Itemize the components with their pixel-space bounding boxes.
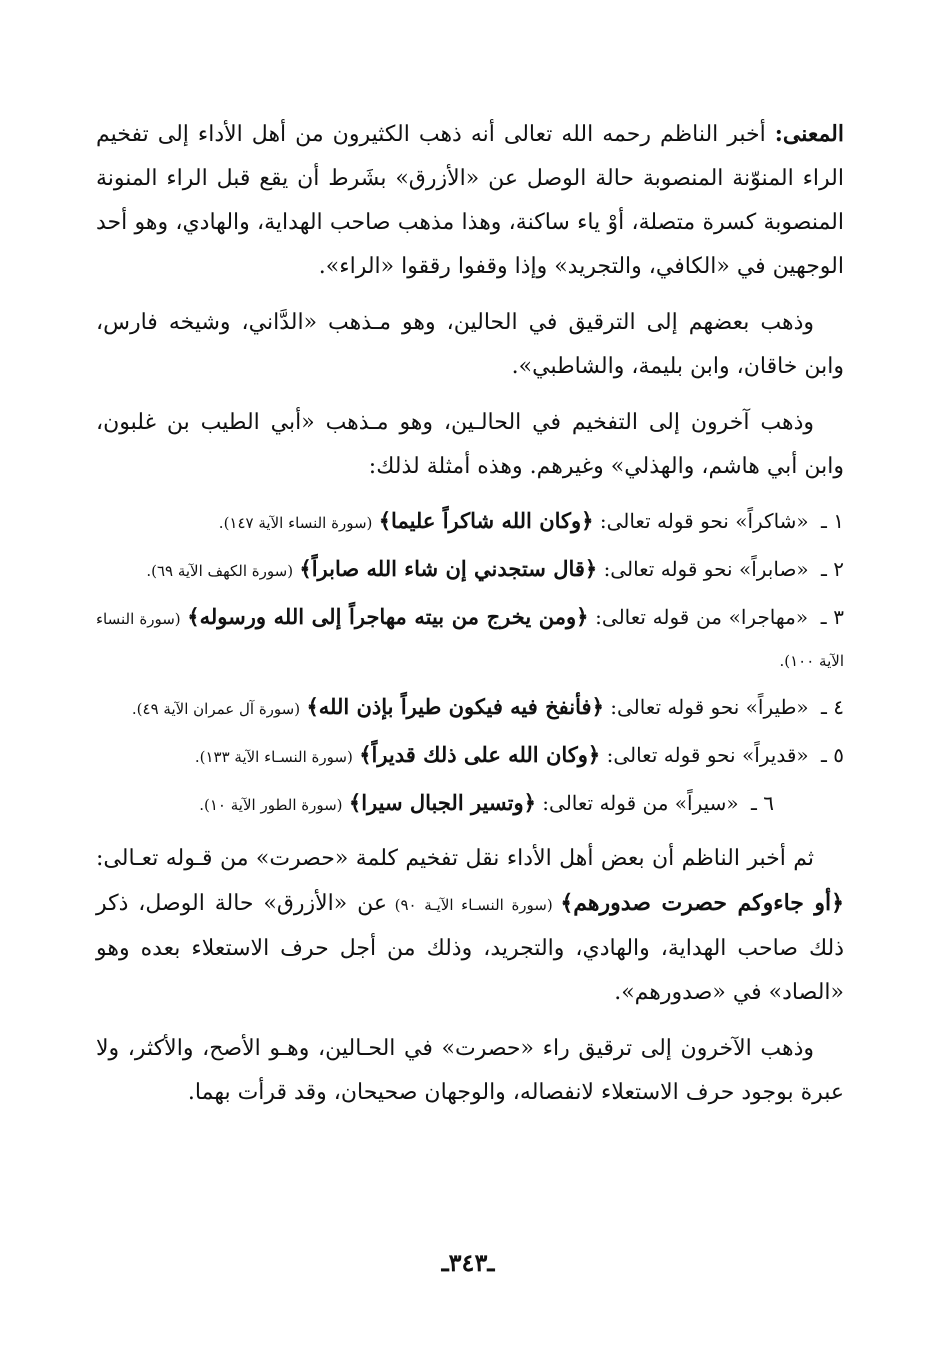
example-item-5 xyxy=(96,735,844,777)
example-number: ٦ ـ xyxy=(751,791,774,815)
example-number: ٣ ـ xyxy=(820,605,845,629)
hasirat-text-before: ثم أخبر الناظم أن بعض أهل الأداء نقل تفخيم كلمة «حصرت» من قـوله تعـالى: xyxy=(96,846,814,871)
example-item-2 xyxy=(96,549,844,591)
example-lead: «سيراً» من قوله تعالى: xyxy=(542,791,739,815)
example-verse: ﴿وكان الله شاكراً عليما﴾ xyxy=(378,508,594,533)
example-reference: (سورة الطور الآية ١٠). xyxy=(199,796,343,814)
example-item-1 xyxy=(96,501,844,543)
page-number: ـ٣٤٣ـ xyxy=(441,1248,495,1277)
example-lead: «شاكراً» نحو قوله تعالى: xyxy=(599,509,809,533)
example-reference: (سورة النساء الآية ١٠٠). xyxy=(96,610,844,670)
page-body xyxy=(96,112,844,1127)
example-number: ١ ـ xyxy=(821,509,844,533)
hasirat-verse: ﴿أو جاءوكم حصرت صدورهم﴾ xyxy=(560,890,845,916)
meaning-label: المعنى: xyxy=(774,121,844,147)
example-reference: (سورة النساء الآية ١٤٧). xyxy=(218,514,373,532)
example-item-3 xyxy=(96,597,844,681)
example-lead: «صابراً» نحو قوله تعالى: xyxy=(603,557,809,581)
example-reference: (سورة آل عمران الآية ٤٩). xyxy=(131,700,301,718)
intro-text: أخبر الناظم رحمه الله تعالى أنه ذهب الكثيرون من أهل الأداء إلى تفخيم الراء المنوّنة المنصوبة حالة الوصل عن «الأزرق» بشَرط أن يقع قبل الراء المنونة المنصوبة كسرة متصلة، أوْ ياء ساكنة، وهذا مذهب صاحب الهداية، والهادي، وهو أحد الوجهين في «الكافي، والتجريد» وإذا وقفوا رققوا «الراء». xyxy=(96,122,844,279)
example-lead: «طيراً» نحو قوله تعالى: xyxy=(610,695,809,719)
example-reference: (سورة الكهف الآية ٦٩). xyxy=(146,562,294,580)
example-lead: «مهاجرا» من قوله تعالى: xyxy=(595,605,809,629)
paragraph-conclusion: وذهب الآخرون إلى ترقيق راء «حصرت» في الحـالين، وهـو الأصح، والأكثر، ولا عبرة بوجود حرف الاستعلاء لانفصاله، والوجهان صحيحان، وقد قرأت بهما. xyxy=(96,1036,844,1105)
hasirat-text-after: عن «الأزرق» حالة الوصل، ذكر ذلك صاحب الهداية، والهادي، والتجريد، وذلك من أجل حرف الاستعلاء بعده وهو «الصاد» في «صدورهم». xyxy=(96,891,844,1005)
example-verse: ﴿فأنفخ فيه فيكون طيراً بإذن الله﴾ xyxy=(306,694,604,719)
example-reference: (سورة النسـاء الآية ١٣٣). xyxy=(194,748,353,766)
example-item-4 xyxy=(96,687,844,729)
example-verse: ﴿ومن يخرج من بيته مهاجراً إلى الله ورسوله﴾ xyxy=(187,604,589,629)
example-lead: «قديراً» نحو قوله تعالى: xyxy=(606,743,809,767)
example-verse: ﴿وتسير الجبال سيرا﴾ xyxy=(348,790,536,815)
paragraph-hasirat xyxy=(96,837,844,1015)
paragraph-tafkheem: وذهب آخرون إلى التفخيم في الحالـين، وهو مـذهب «أبي الطيب بن غلبون، وابن أبي هاشم، والهذلي» وغيرهم. وهذه أمثلة لذلك: xyxy=(96,410,844,479)
example-number: ٥ ـ xyxy=(821,743,844,767)
hasirat-reference: (سورة النسـاء الآيـة ٩٠) xyxy=(386,896,561,914)
example-verse: ﴿وكان الله على ذلك قديراً﴾ xyxy=(359,742,601,767)
example-verse: ﴿قال ستجدني إن شاء الله صابراً﴾ xyxy=(299,556,598,581)
example-number: ٤ ـ xyxy=(821,695,844,719)
example-number: ٢ ـ xyxy=(821,557,844,581)
intro-paragraph xyxy=(96,112,844,289)
example-item-6 xyxy=(96,783,844,825)
paragraph-tarqeeq: وذهب بعضهم إلى الترقيق في الحالين، وهو مـذهب «الدَّاني، وشيخه فارس، وابن خاقان، وابن بليمة، والشاطبي». xyxy=(96,310,844,379)
examples-list xyxy=(96,501,844,825)
